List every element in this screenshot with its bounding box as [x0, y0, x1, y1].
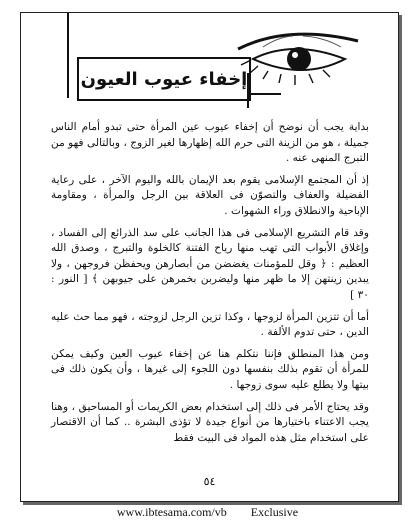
footer-url-link[interactable]: www.ibtesama.com/vb	[116, 505, 227, 519]
chapter-header	[21, 13, 398, 108]
chapter-title-box	[77, 57, 251, 101]
paragraph-3: وقد قام التشريع الإسلامى فى هذا الجانب على سد الذرائع إلى الفساد ، وإغلاق الأبواب التى تهب منها رياح الفتنة كالخلوة والتبرج ، وصدق الله العظيم : ﴿ وقل للمؤمنات يغضضن من أبصارهن ويحفظن فروجهن ، ولا يبدين زينتهن إلا ما ظهر منها وليضربن بخمرهن على جيوبهن ﴾ [ النور : ٣٠ ]	[51, 226, 369, 301]
footer-tag: Exclusive	[250, 505, 299, 519]
chapter-title: إخفاء عيوب العيون	[80, 68, 248, 90]
paragraph-5: ومن هذا المنطلق فإننا نتكلم هنا عن إخفاء عيوب العين وكيف يمكن للمرأة أن تقوم بذلك بنفسها دون اللجوء إلى غيرها ، وأن يكون ذلك فى بيتها ولا يطلع عليه سوى زوجها .	[51, 347, 369, 391]
paragraph-1: بداية يجب أن نوضح أن إخفاء عيوب عين المرأة حتى تبدو أمام الناس جميلة ، هو من الزينة التى حرم الله إظهارها لغير الزوج ، وبالتالى فهو من التبرج المنهى عنه .	[51, 121, 369, 165]
page-footer	[0, 505, 415, 527]
book-page	[20, 12, 399, 502]
paragraph-6: وقد يحتاج الأمر فى ذلك إلى استخدام بعض الكريمات أو المساحيق ، وهنا يجب الاعتناء باختيارها من أنواع جيدة لا تؤذى البشرة .. كما أن الاقتصار على استخدام مثل هذه المواد فى البيت فقط	[51, 400, 369, 444]
header-rule-left	[67, 13, 69, 98]
page-number: ٥٤	[203, 475, 216, 488]
eye-illustration-icon	[233, 19, 363, 99]
body-text	[51, 120, 369, 452]
paragraph-2: إذ أن المجتمع الإسلامى يقوم بعد الإيمان بالله واليوم الآخر ، على رعاية الفضيلة والعفاف والتصوّن فى العلاقة بين الرجل والمرأة ، ومقاومة الإباحية والانطلاق وراء الشهوات .	[51, 173, 369, 217]
paragraph-4: أما أن تتزين المرأة لزوجها ، وكذا تزين الرجل لزوجته ، فهو مما حث عليه الدين ، حتى تدوم الألفة .	[51, 310, 369, 339]
